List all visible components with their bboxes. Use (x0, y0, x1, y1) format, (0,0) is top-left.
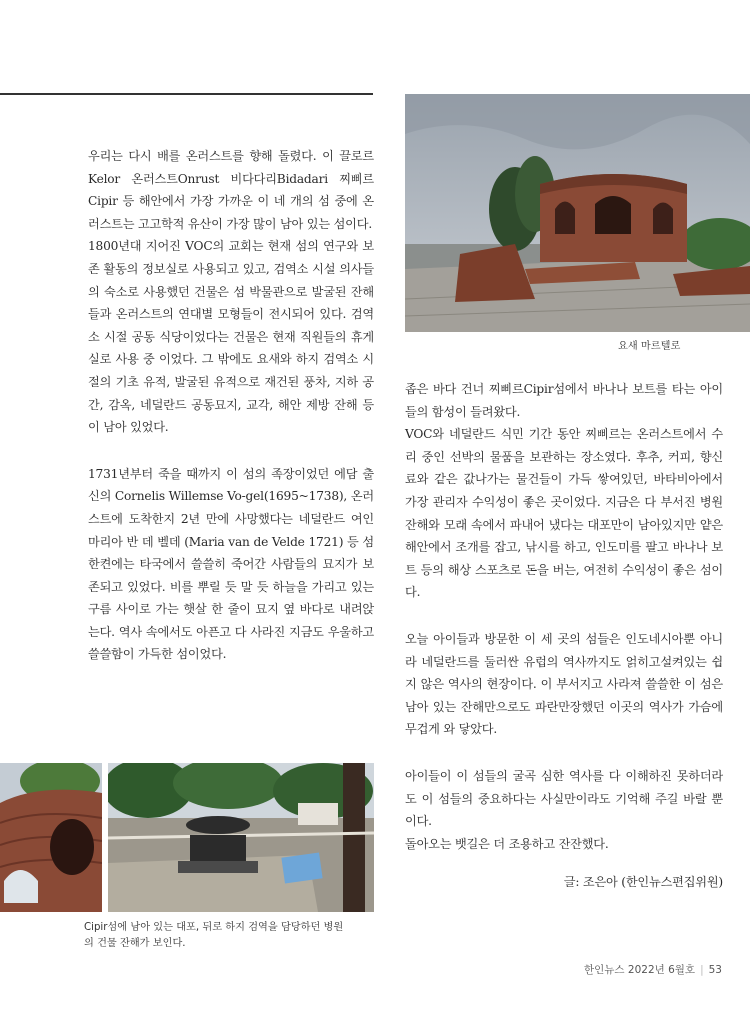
left-paragraph-1: 우리는 다시 배를 온러스트를 향해 돌렸다. 이 끌로르Kelor 온러스트Onrust 비다다리Bidadari 찌삐르Cipir 등 해안에서 가장 가까운 이 네 개의 섬 중에 온러스트는 고고학적 유산이 가장 많이 남아 있는 섬이다. (88, 149, 374, 231)
right-paragraph-5: 돌아오는 뱃길은 더 조용하고 잔잔했다. (405, 836, 609, 851)
right-paragraph-3: 오늘 아이들과 방문한 이 세 곳의 섬들은 인도네시아뿐 아니라 네덜란드를 둘러싼 유럽의 역사까지도 얽히고설켜있는 쉽지 않은 역사의 현장이다. 이 부서지고 사라져 쓸쓸한 이 섬은 남아 있는 잔해만으로도 파란만장했던 이곳의 역사가 가슴에 무겁게 와 닿았다. (405, 631, 723, 737)
martello-fort-photo (405, 94, 750, 332)
right-paragraph-2: VOC와 네덜란드 식민 기간 동안 찌삐르는 온러스트에서 수리 중인 선박의 물품을 보관하는 장소였다. 후추, 커피, 향신료와 같은 값나가는 물건들이 가득 쌓여있던, 바타비아에서 가장 관리자 수익성이 좋은 곳이었다. 지금은 다 부서진 병원 잔해와 모래 속에서 파내어 냈다는 대포만이 남아있지만 얕은 해안에서 조개를 잡고, 낚시를 하고, 인도미를 팔고 바나나 보트 등의 해상 스포츠로 돈을 버는, 여전히 수익성이 좋은 섬이다. (405, 427, 723, 600)
page-number: 53 (708, 964, 722, 976)
right-paragraph-4: 아이들이 이 섬들의 굴곡 심한 역사를 다 이해하진 못하더라도 이 섬들의 중요하다는 사실만이라도 기억해 주길 바랄 뿐이다. (405, 768, 723, 829)
top-rule (0, 93, 373, 95)
right-paragraph-1: 좁은 바다 건너 찌삐르Cipir섬에서 바나나 보트를 타는 아이들의 함성이 들려왔다. (405, 382, 723, 419)
fort-photo-caption: 요새 마르텔로 (618, 341, 681, 352)
author-credit: 글: 조은아 (한인뉴스편집위원) (563, 875, 723, 890)
brick-ruin-photo (0, 763, 102, 912)
left-column (88, 145, 374, 666)
right-column (405, 378, 723, 894)
publication-name: 한인뉴스 2022년 6월호 (584, 964, 696, 976)
page-footer: 한인뉴스 2022년 6월호 | 53 (584, 964, 722, 976)
left-paragraph-2: 1800년대 지어진 VOC의 교회는 현재 섬의 연구와 보존 활동의 정보실로 사용되고 있고, 검역소 시설 의사들의 숙소로 사용했던 건물은 섬 박물관으로 발굴된 잔해들과 온러스트의 연대별 모형들이 전시되어 있다. 검역소 시절 공동 식당이었다는 건물은 현재 직원들의 휴게실로 사용 중 이었다. 그 밖에도 요새와 하지 검역소 시절의 기초 유적, 발굴된 유적으로 재건된 풍차, 지하 공간, 감옥, 네덜란드 공동묘지, 교각, 해안 제방 잔해 등이 남아 있었다. (88, 239, 374, 435)
cannon-photo (108, 763, 374, 912)
left-paragraph-3: 1731년부터 죽을 때까지 이 섬의 족장이었던 에담 출신의 Cornelis Willemse Vo-gel(1695~1738), 온러스트에 도착한지 2년 만에 사망했다는 네덜란드 여인 마리아 반 데 벨데 (Maria van de Velde 1721) 등 섬 한켠에는 타국에서 쓸쓸히 죽어간 사람들의 묘지가 보존되고 있었다. 비를 뿌릴 듯 말 듯 하늘을 가리고 있는 구름 사이로 가는 햇살 한 줄이 묘지 옆 바다로 내려앉는다. 역사 속에서도 아픈고 다 사라진 지금도 우울하고 쓸쓸함이 가득한 섬이었다. (88, 466, 374, 662)
cannon-photo-caption: Cipir섬에 남아 있는 대포, 뒤로 하지 검역을 담당하던 병원의 건물 잔해가 보인다. (84, 922, 344, 949)
